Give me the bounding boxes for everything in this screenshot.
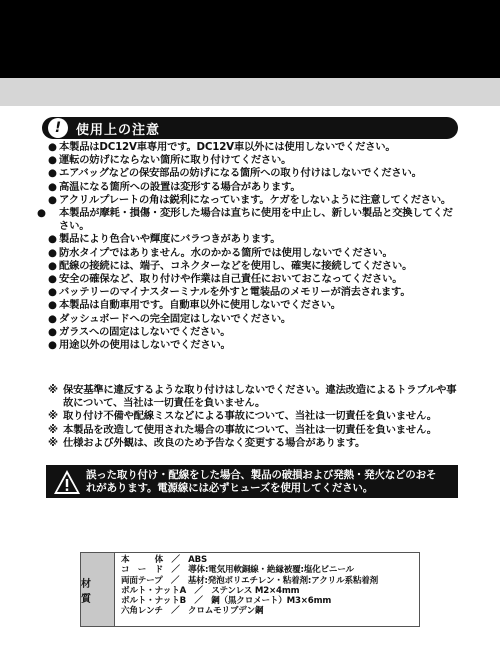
caution-header [42, 117, 458, 139]
note-item: ※ 保安基準に違反するような取り付けはしないでください。違法改造によるトラブルや事故について、当社は一切責任を負いません。 [48, 384, 457, 410]
material-row: コ ー ド ／ 導体:電気用軟銅線・絶縁被覆:塩化ビニール [121, 565, 354, 576]
warning-triangle-icon [52, 468, 82, 496]
note-item: ※ 仕様および外観は、改良のため予告なく変更する場合があります。 [48, 436, 366, 449]
caution-item: ● ダッシュボードへの完全固定はしないでください。 [48, 312, 292, 325]
material-row: 両面テープ ／ 基材:発泡ポリエチレン・粘着剤:アクリル系粘着剤 [121, 575, 379, 586]
material-row: 六角レンチ ／ クロムモリブデン鋼 [121, 606, 264, 617]
material-rows [115, 553, 419, 626]
note-item: ※ 本製品を改造して使用された場合の事故について、当社は一切責任を負いません。 [48, 423, 437, 436]
caution-item: ● 配線の接続には、端子、コネクターなどを使用し、確実に接続してください。 [48, 259, 413, 272]
caution-item: ● アクリルプレートの角は鋭利になっています。ケガをしないように注意してください。 [48, 193, 452, 206]
header-black-band [0, 0, 500, 78]
caution-item: ● ガラスへの固定はしないでください。 [48, 325, 231, 338]
material-label: 材 質 [81, 553, 115, 626]
warning-line-2: れがあります。電源線には必ずヒューズを使用してください。 [86, 481, 374, 494]
material-table [80, 552, 420, 627]
caution-item: ● バッテリーのマイナスターミナルを外すと電装品のメモリーが消去されます。 [48, 286, 411, 299]
caution-item: ● 本製品はDC12V車専用です。DC12V車以外には使用しないでください。 [48, 141, 396, 153]
warning-text [86, 469, 436, 495]
caution-title: 使用上の注意 [76, 122, 161, 138]
header-gray-band [0, 78, 500, 106]
material-row: ボルト・ナットB ／ 鋼（黒クロメート）M3×6mm [121, 596, 332, 607]
caution-item: ● 本製品が摩耗・損傷・変形した場合は直ちに使用を中止し、新しい製品と交換してください。 [37, 207, 453, 233]
notes-list [48, 384, 464, 450]
caution-item: ● 製品により色合いや輝度にバラつきがあります。 [48, 233, 281, 246]
caution-list [37, 141, 458, 352]
material-row: 本 体 ／ ABS [121, 555, 207, 565]
warning-box [46, 465, 458, 498]
material-row: ボルト・ナットA ／ ステンレス M2×4mm [121, 585, 300, 596]
warning-line-1: 誤った取り付け・配線をした場合、製品の破損および発熱・発火などのおそ [86, 468, 437, 481]
exclamation-circle-icon: ! [48, 118, 68, 138]
caution-item: ● 運転の妨げにならない箇所に取り付けてください。 [48, 154, 292, 167]
caution-item: ● 用途以外の使用はしないでください。 [48, 339, 231, 352]
caution-item: ● 安全の確保など、取り付けや作業は自己責任においておこなってください。 [48, 273, 403, 286]
caution-item: ● 防水タイプではありません。水のかかる箇所では使用しないでください。 [48, 246, 393, 259]
caution-item: ● エアバッグなどの保安部品の妨げになる箇所への取り付けはしないでください。 [48, 167, 422, 180]
caution-item: ● 本製品は自動車用です。自動車以外に使用しないでください。 [48, 299, 341, 312]
caution-item: ● 高温になる箇所への設置は変形する場合があります。 [48, 180, 301, 193]
note-item: ※ 取り付け不備や配線ミスなどによる事故について、当社は一切責任を負いません。 [48, 410, 437, 423]
